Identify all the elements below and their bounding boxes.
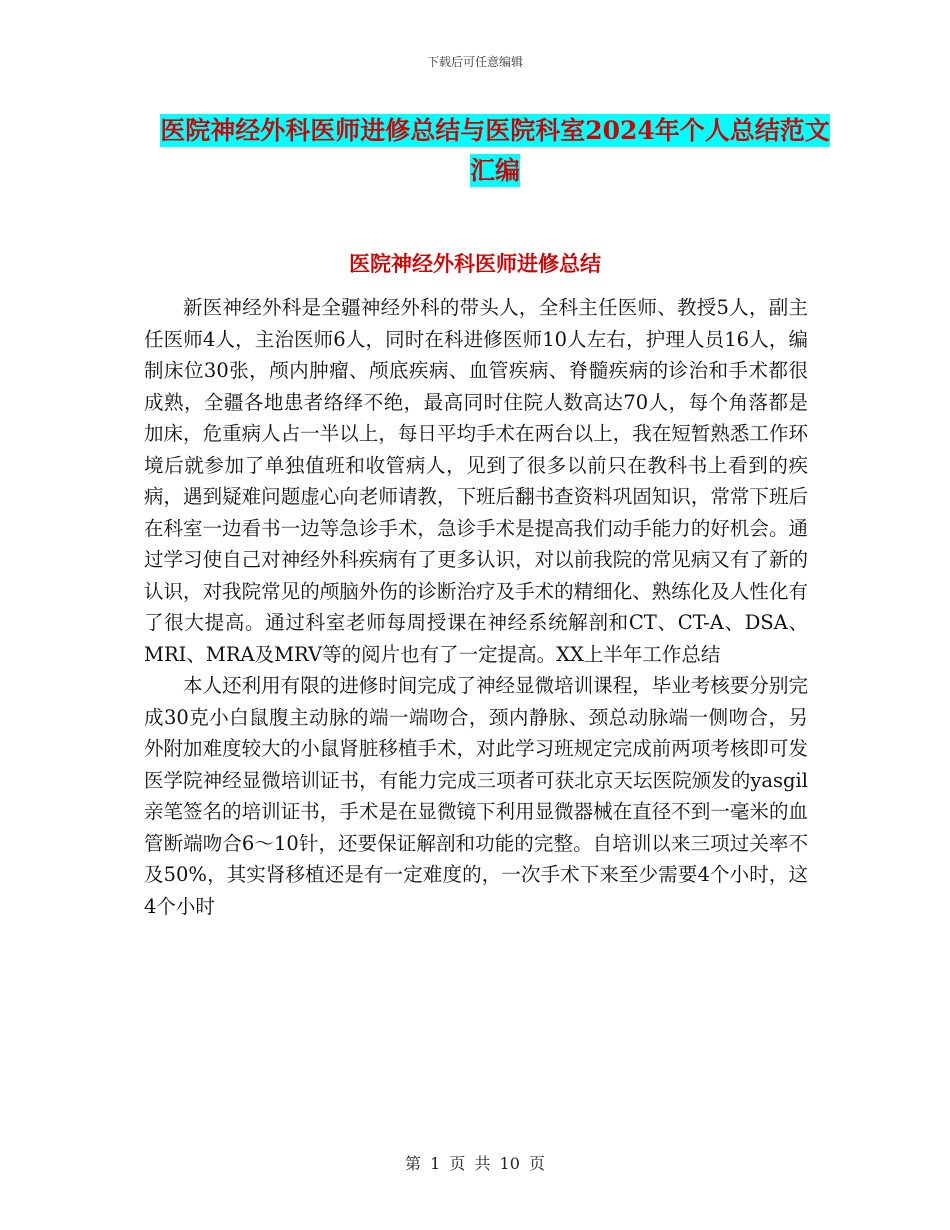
document-title xyxy=(160,111,830,191)
page-header-note: 下载后可任意编辑 xyxy=(426,55,523,69)
document-body xyxy=(144,292,808,922)
body-paragraph: 本人还利用有限的进修时间完成了神经显微培训课程，毕业考核要分别完成30克小白鼠腹主动脉的端一端吻合，颈内静脉、颈总动脉端一侧吻合，另外附加难度较大的小鼠肾脏移植手术，对此学习班规定完成前两项考核即可发医学院神经显微培训证书，有能力完成三项者可获北京天坛医院颁发的yasgil亲笔签名的培训证书，手术是在显微镜下利用显微器械在直径不到一毫米的血管断端吻合6～10针，还要保证解剖和功能的完整。自培训以来三项过关率不及50%，其实肾移植还是有一定难度的，一次手术下来至少需要4个小时，这4个小时 xyxy=(144,674,808,918)
document-title-text: 医院神经外科医师进修总结与医院科室2024年个人总结范文汇编 xyxy=(160,116,830,185)
body-paragraph: 新医神经外科是全疆神经外科的带头人，全科主任医师、教授5人，副主任医师4人，主治医师6人，同时在科进修医师10人左右，护理人员16人，编制床位30张，颅内肿瘤、颅底疾病、血管疾病、脊髓疾病的诊治和手术都很成熟，全疆各地患者络绎不绝，最高同时住院人数高达70人，每个角落都是加床，危重病人占一半以上，每日平均手术在两台以上，我在短暂熟悉工作环境后就参加了单独值班和收管病人，见到了很多以前只在教科书上看到的疾病，遇到疑难问题虚心向老师请教，下班后翻书查资料巩固知识，常常下班后在科室一边看书一边等急诊手术，急诊手术是提高我们动手能力的好机会。通过学习使自己对神经外科疾病有了更多认识，对以前我院的常见病又有了新的认识，对我院常见的颅脑外伤的诊断治疗及手术的精细化、熟练化及人性化有了很大提高。通过科室老师每周授课在神经系统解剖和CT、CT-A、DSA、MRI、MRA及MRV等的阅片也有了一定提高。XX上半年工作总结 xyxy=(144,296,808,666)
section-title: 医院神经外科医师进修总结 xyxy=(349,251,601,276)
page-number-footer: 第 1 页 共 10 页 xyxy=(405,1154,545,1173)
